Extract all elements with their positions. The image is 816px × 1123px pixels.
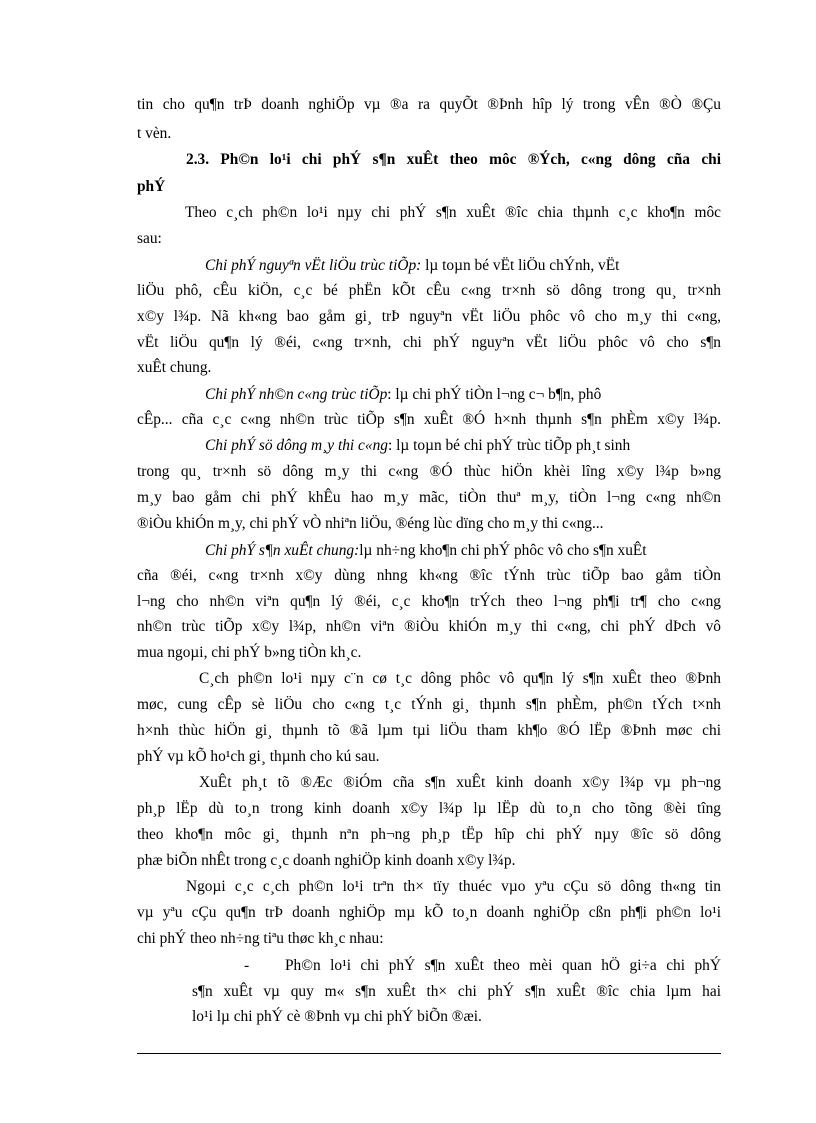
text-line: xuÊt chung. xyxy=(137,359,212,376)
list-item: s¶n xuÊt vµ quy m« s¶n xuÊt th× chi phÝ s¶n xuÊt ®îc chia lµm hai xyxy=(192,983,721,1000)
term-definition: : lµ toµn bé chi phÝ trùc tiÕp ph¸t sinh xyxy=(387,437,631,454)
text-line: vËt liÖu qu¶n lý ®éi, c«ng tr×nh, chi phÝ nguyªn vËt liÖu phôc vô cho s¶n xyxy=(137,334,721,351)
text-line xyxy=(205,256,619,276)
term-label: Chi phÝ nguyªn vËt liÖu trùc tiÕp: xyxy=(205,257,422,274)
text-line: theo kho¶n môc gi¸ thµnh nªn ph¬ng ph¸p tËp hîp chi phÝ nµy ®îc sö dông xyxy=(137,826,721,843)
term-label: Chi phÝ sö dông m¸y thi c«ng xyxy=(205,437,388,454)
text-line: phÝ vµ kÕ ho¹ch gi¸ thµnh cho kú sau. xyxy=(137,748,380,765)
list-item: Ph©n lo¹i chi phÝ s¶n xuÊt theo mèi quan hÖ gi÷a chi phÝ xyxy=(285,957,721,974)
text-line: Theo c¸ch ph©n lo¹i nµy chi phÝ s¶n xuÊt ®îc chia thµnh c¸c kho¶n môc xyxy=(185,204,721,221)
term-label: Chi phÝ s¶n xuÊt chung: xyxy=(205,542,360,559)
section-heading: phÝ xyxy=(137,178,166,195)
text-line: mua ngoµi, chi phÝ b»ng tiÒn kh¸c. xyxy=(137,644,362,661)
text-line: XuÊt ph¸t tõ ®Æc ®iÓm cña s¶n xuÊt kinh doanh x©y l¾p vµ ph¬ng xyxy=(199,774,721,791)
text-line: Ngoµi c¸c c¸ch ph©n lo¹i trªn th× tïy thuéc vµo yªu cÇu sö dông th«ng tin xyxy=(186,878,721,895)
text-line: sau: xyxy=(137,230,162,247)
text-line: trong qu¸ tr×nh sö dông m¸y thi c«ng ®Ó thùc hiÖn khèi lîng x©y l¾p b»ng xyxy=(137,463,721,480)
footer-rule xyxy=(137,1053,721,1054)
text-line xyxy=(205,541,647,561)
term-definition: lµ toµn bé vËt liÖu chÝnh, vËt xyxy=(421,257,620,274)
text-line: nh©n trùc tiÕp x©y l¾p, nh©n viªn ®iÒu khiÓn m¸y thi c«ng, chi phÝ dÞch vô xyxy=(137,618,721,635)
list-item: lo¹i lµ chi phÝ cè ®Þnh vµ chi phÝ biÕn ®æi. xyxy=(192,1008,482,1025)
text-line: phæ biÕn nhÊt trong c¸c doanh nghiÖp kinh doanh x©y l¾p. xyxy=(137,852,516,869)
term-definition: : lµ chi phÝ tiÒn l¬ng c¬ b¶n, phô xyxy=(387,386,602,403)
text-line: møc, cung cÊp sè liÖu cho c«ng t¸c tÝnh gi¸ thµnh s¶n phÈm, ph©n tÝch t×nh xyxy=(137,696,721,713)
text-line: m¸y bao gåm chi phÝ khÊu hao m¸y mãc, tiÒn thuª m¸y, tiÒn l¬ng c«ng nh©n xyxy=(137,489,721,506)
text-line: l¬ng cho nh©n viªn qu¶n lý ®éi, c¸c kho¶n trÝch theo l¬ng ph¶i tr¶ cho c«ng xyxy=(137,593,721,610)
term-definition: lµ nh÷ng kho¶n chi phÝ phôc vô cho s¶n xuÊt xyxy=(359,542,647,559)
text-line: t vèn. xyxy=(137,125,172,142)
text-line: cña ®éi, c«ng tr×nh x©y dùng nhng kh«ng ®îc tÝnh trùc tiÕp bao gåm tiÒn xyxy=(137,567,721,584)
text-line: C¸ch ph©n lo¹i nµy c¨n cø t¸c dông phôc vô qu¶n lý s¶n xuÊt theo ®Þnh xyxy=(199,670,721,687)
list-dash: - xyxy=(244,957,250,974)
text-line: liÖu phô, cÊu kiÖn, c¸c bé phËn kÕt cÊu c«ng tr×nh sö dông trong qu¸ tr×nh xyxy=(137,282,721,299)
section-heading: 2.3. Ph©n lo¹i chi phÝ s¶n xuÊt theo môc ®Ých, c«ng dông cña chi xyxy=(186,151,721,168)
text-line xyxy=(205,385,601,405)
text-line: tin cho qu¶n trÞ doanh nghiÖp vµ ®a ra quyÕt ®Þnh hîp lý trong vÊn ®Ò ®Çu xyxy=(137,96,721,113)
text-line: ®iÒu khiÓn m¸y, chi phÝ vÒ nhiªn liÖu, ®éng lùc dïng cho m¸y thi c«ng... xyxy=(137,515,604,532)
text-line: x©y l¾p. Nã kh«ng bao gåm gi¸ trÞ nguyªn vËt liÖu phôc vô cho m¸y thi c«ng, xyxy=(137,308,721,325)
text-line xyxy=(205,436,630,456)
text-line: cÊp... cña c¸c c«ng nh©n trùc tiÕp s¶n xuÊt ®Ó h×nh thµnh s¶n phÈm x©y l¾p. xyxy=(137,411,721,428)
text-line: ph¸p lËp dù to¸n trong kinh doanh x©y l¾p lµ lËp dù to¸n cho tõng ®èi tîng xyxy=(137,800,721,817)
text-line: vµ yªu cÇu qu¶n trÞ doanh nghiÖp mµ kÕ to¸n doanh nghiÖp cßn ph¶i ph©n lo¹i xyxy=(137,904,721,921)
text-line: chi phÝ theo nh÷ng tiªu thøc kh¸c nhau: xyxy=(137,930,384,947)
term-label: Chi phÝ nh©n c«ng trùc tiÕp xyxy=(205,386,388,403)
text-line: h×nh thùc hiÖn gi¸ thµnh tõ ®ã lµm tµi liÖu tham kh¶o ®Ó lËp ®Þnh møc chi xyxy=(137,722,721,739)
